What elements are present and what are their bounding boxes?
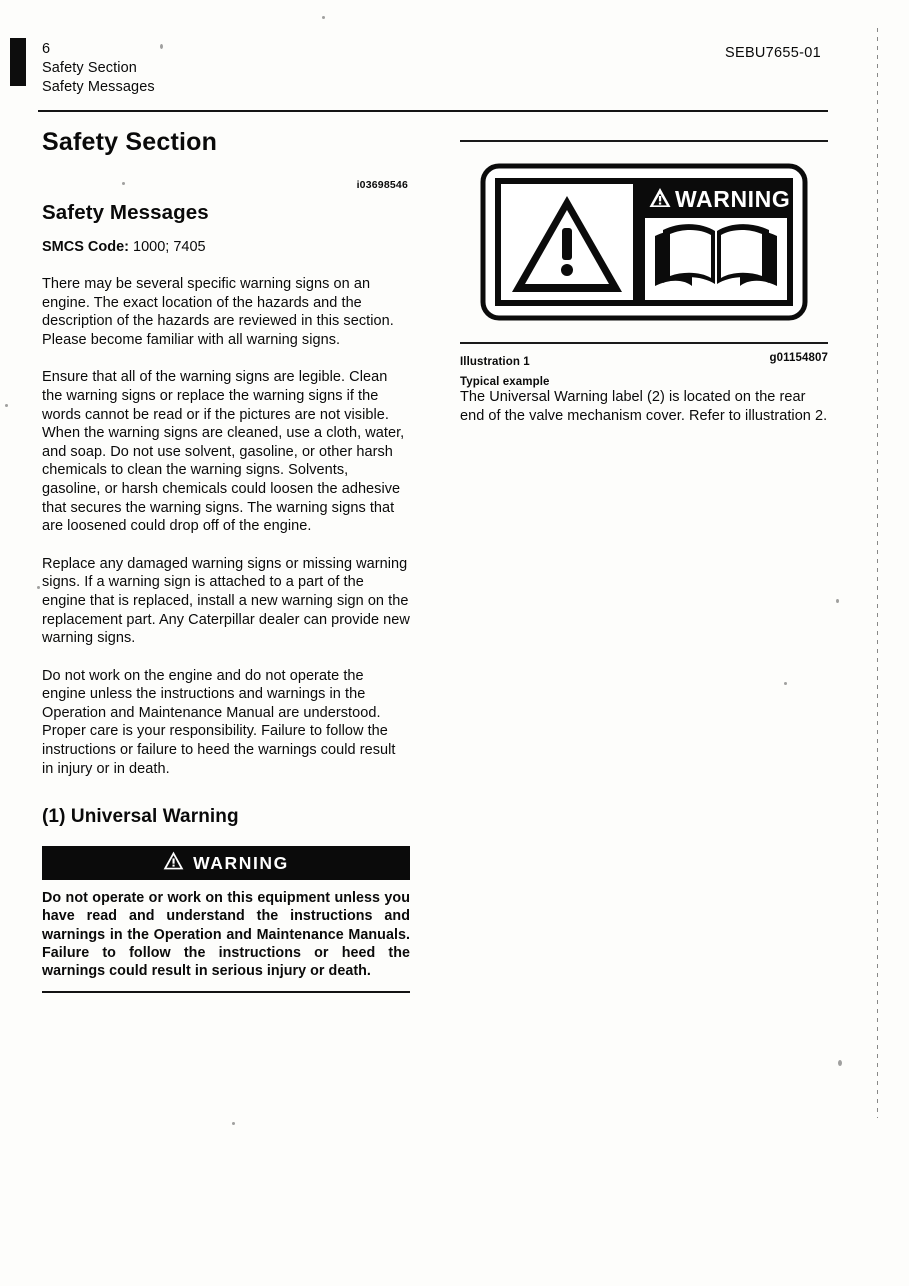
right-column (460, 140, 828, 444)
subsection-title: (1) Universal Warning (42, 806, 239, 828)
warning-triangle-icon (163, 851, 184, 875)
smcs-value: 1000; 7405 (133, 239, 206, 255)
header-topic-name: Safety Messages (42, 79, 155, 95)
scan-speck (836, 599, 839, 603)
illustration-bottom-rule (460, 342, 828, 344)
illustration-figure (460, 142, 828, 342)
smcs-label: SMCS Code: (42, 239, 129, 255)
left-column (42, 128, 410, 993)
scan-speck (838, 1060, 842, 1066)
running-header-left (42, 40, 155, 97)
body-paragraph: There may be several specific warning signs on an engine. The exact location of the hazards and the description of the hazards are reviewed in this section. Please become familiar with all warning signs. (42, 276, 394, 348)
smcs-code-line (42, 239, 410, 255)
illustration-subtitle: Typical example (460, 376, 550, 388)
topic-title: Safety Messages (42, 201, 209, 224)
universal-warning-decal-graphic (479, 162, 809, 322)
warning-banner-label: WARNING (193, 852, 289, 873)
scan-speck (232, 1122, 235, 1125)
warning-body-text: Do not operate or work on this equipment unless you have read and understand the instructions and warnings in the Operation and Maintenance Manuals. Failure to follow the instructions or heed the warnings could result in serious injury or death. (42, 890, 410, 980)
body-paragraph: Do not work on the engine and do not operate the engine unless the instructions and warnings in the Operation and Maintenance Manual are understood. Proper care is your responsibility. Failure to follow the instructions or failure to heed the warnings could result in injury or in death. (42, 667, 396, 777)
header-section-name: Safety Section (42, 60, 137, 76)
header-rule (38, 110, 828, 112)
warning-banner (42, 846, 410, 880)
warning-callout (42, 846, 410, 993)
svg-text:WARNING: WARNING (675, 186, 791, 212)
scan-speck (322, 16, 325, 19)
page-number: 6 (42, 41, 51, 57)
document-id: i03698546 (356, 179, 408, 191)
publication-id: SEBU7655-01 (725, 45, 821, 61)
scan-speck (37, 586, 40, 589)
scan-speck (5, 404, 8, 407)
topic-header (42, 179, 410, 225)
scan-dashed-artifact (877, 28, 878, 1118)
body-paragraph: The Universal Warning label (2) is located on the rear end of the valve mechanism cover. Refer to illustration 2. (460, 389, 828, 424)
scan-speck (784, 682, 787, 685)
illustration-number: Illustration 1 (460, 356, 530, 368)
illustration-caption-row (460, 352, 828, 369)
body-paragraph: Replace any damaged warning signs or missing warning signs. If a warning sign is attached to a part of the engine that is replaced, install a new warning sign on the replacement part. Any Caterpillar dealer can provide new warning signs. (42, 555, 410, 647)
scan-speck (160, 44, 163, 49)
page-title: Safety Section (42, 128, 218, 156)
illustration-graphic-id: g01154807 (769, 352, 828, 364)
warning-bottom-rule (42, 991, 410, 993)
body-paragraph: Ensure that all of the warning signs are legible. Clean the warning signs or replace the warning signs if the words cannot be read or if the pictures are not visible. When the warning signs are cleaned, use a cloth, water, and soap. Do not use solvent, gasoline, or other harsh chemicals to clean the warning signs. Solvents, gasoline, or harsh chemicals could loosen the adhesive that secures the warning signs. The warning signs that are loosened could drop off of the engine. (42, 369, 405, 535)
scan-edge-artifact (10, 38, 26, 86)
